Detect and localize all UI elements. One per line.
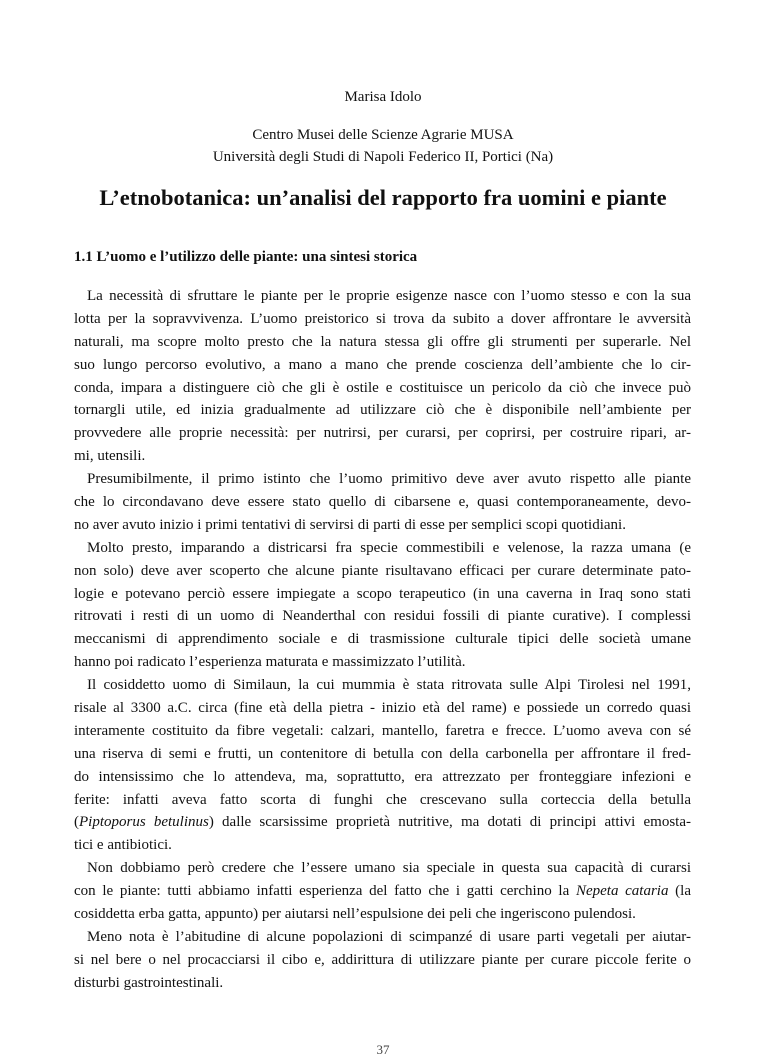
text-line: conda, impara a distinguere ciò che gli è ostile e costituisce un pericolo da ciò che invece può: [74, 379, 691, 396]
text-line: ferite: infatti aveva fatto scorta di funghi che crescevano sulla corteccia della betulla: [74, 791, 691, 808]
text-line: [74, 811, 691, 834]
text-fragment: con le piante: tutti abbiamo infatti esperienza del fatto che i gatti cerchino la: [74, 883, 576, 900]
text-line: no aver avuto inizio i primi tentativi di servirsi di parti di esse per semplici scopi quotidiani.: [74, 516, 626, 533]
text-line: cosiddetta erba gatta, appunto) per aiutarsi nell’espulsione dei peli che ingeriscono pulendosi.: [74, 906, 636, 923]
species-name: Nepeta cataria: [575, 883, 669, 900]
text-line: [74, 880, 691, 903]
article-body: [74, 285, 691, 995]
text-line: tornargli utile, ed inizia gradualmente ad utilizzare ciò che è disponibile nell’ambiente per: [74, 402, 691, 419]
text-line: Meno nota è l’abitudine di alcune popolazioni di scimpanzé di usare parti vegetali per aiutar-: [87, 928, 691, 945]
text-line: disturbi gastrointestinali.: [74, 974, 224, 991]
author-name: Marisa Idolo: [344, 89, 422, 105]
text-line: una riserva di semi e frutti, un contenitore di betulla con della carbonella per affrontare il fred-: [74, 745, 691, 762]
text-fragment: ) dalle scarsissime proprietà nutritive, ma dotati di principi attivi emosta-: [208, 814, 691, 831]
text-line: ritrovati i resti di un uomo di Neanderthal con residui fossili di piante curative). I complessi: [74, 608, 691, 625]
text-line: mi, utensili.: [74, 448, 146, 465]
text-line: Il cosiddetto uomo di Similaun, la cui mummia è stata ritrovata sulle Alpi Tirolesi nel 1991,: [87, 677, 691, 694]
text-line: Non dobbiamo però credere che l’essere umano sia speciale in questa sua capacità di curarsi: [87, 860, 691, 877]
text-fragment: (la: [668, 883, 692, 900]
affiliation-line: Centro Musei delle Scienze Agrarie MUSA: [252, 127, 514, 143]
text-line: suo lungo percorso evolutivo, a mano a mano che prende coscienza dell’ambiente che lo cir-: [74, 356, 691, 373]
text-line: interamente costituito da fibre vegetali: calzari, mantello, faretra e frecce. L’uomo aveva con sé: [74, 722, 691, 739]
text-fragment: (: [74, 814, 79, 831]
text-line: Presumibilmente, il primo istinto che l’uomo primitivo deve aver avuto rispetto alle piante: [87, 471, 691, 488]
text-line: tici e antibiotici.: [74, 837, 172, 854]
text-line: provvedere alle proprie necessità: per nutrirsi, per curarsi, per coprirsi, per costruire ripari, ar-: [74, 425, 691, 442]
text-line: non solo) deve aver scoperto che alcune piante risultavano efficaci per curare determinate pato-: [74, 562, 691, 579]
species-name: Piptoporus betulinus: [79, 814, 209, 831]
text-line: logie e potevano perciò essere impiegate a scopo terapeutico (in una caverna in Iraq sono stati: [74, 585, 691, 602]
text-line: hanno poi radicato l’esperienza maturata e massimizzato l’utilità.: [74, 654, 466, 671]
text-line: Molto presto, imparando a districarsi fra specie commestibili e velenose, la razza umana (e: [87, 539, 691, 556]
text-line: La necessità di sfruttare le piante per le proprie esigenze nasce con l’uomo stesso e con la sua: [87, 288, 691, 304]
article-title: L’etnobotanica: un’analisi del rapporto fra uomini e piante: [99, 185, 667, 210]
text-line: risale al 3300 a.C. circa (fine età della pietra - inizio età del rame) e possiede un corredo quasi: [74, 700, 691, 717]
page-number: 37: [376, 1042, 390, 1057]
affiliation: [0, 124, 766, 168]
text-line: che lo circondavano deve essere stato quello di cibarsene e, quasi contemporaneamente, devo-: [74, 494, 691, 511]
text-line: meccanismi di apprendimento sociale e di trasmissione culturale tipici delle società umane: [74, 631, 691, 648]
text-line: si nel bere o nel procacciarsi il cibo e, addirittura di utilizzare piante per curare piccole ferite o: [74, 951, 691, 968]
text-line: lotta per la sopravvivenza. L’uomo preistorico si trova da subito a dover affrontare le avversità: [74, 310, 691, 327]
text-line: do intensissimo che lo attendeva, ma, soprattutto, era attrezzato per fronteggiare infezioni e: [74, 768, 691, 785]
affiliation-line: Università degli Studi di Napoli Federico II, Portici (Na): [212, 149, 554, 165]
text-line: naturali, ma scopre molto presto che la natura stessa gli offre gli strumenti per superarle. Nel: [74, 333, 691, 350]
section-heading: 1.1 L’uomo e l’utilizzo delle piante: una sintesi storica: [74, 249, 418, 265]
